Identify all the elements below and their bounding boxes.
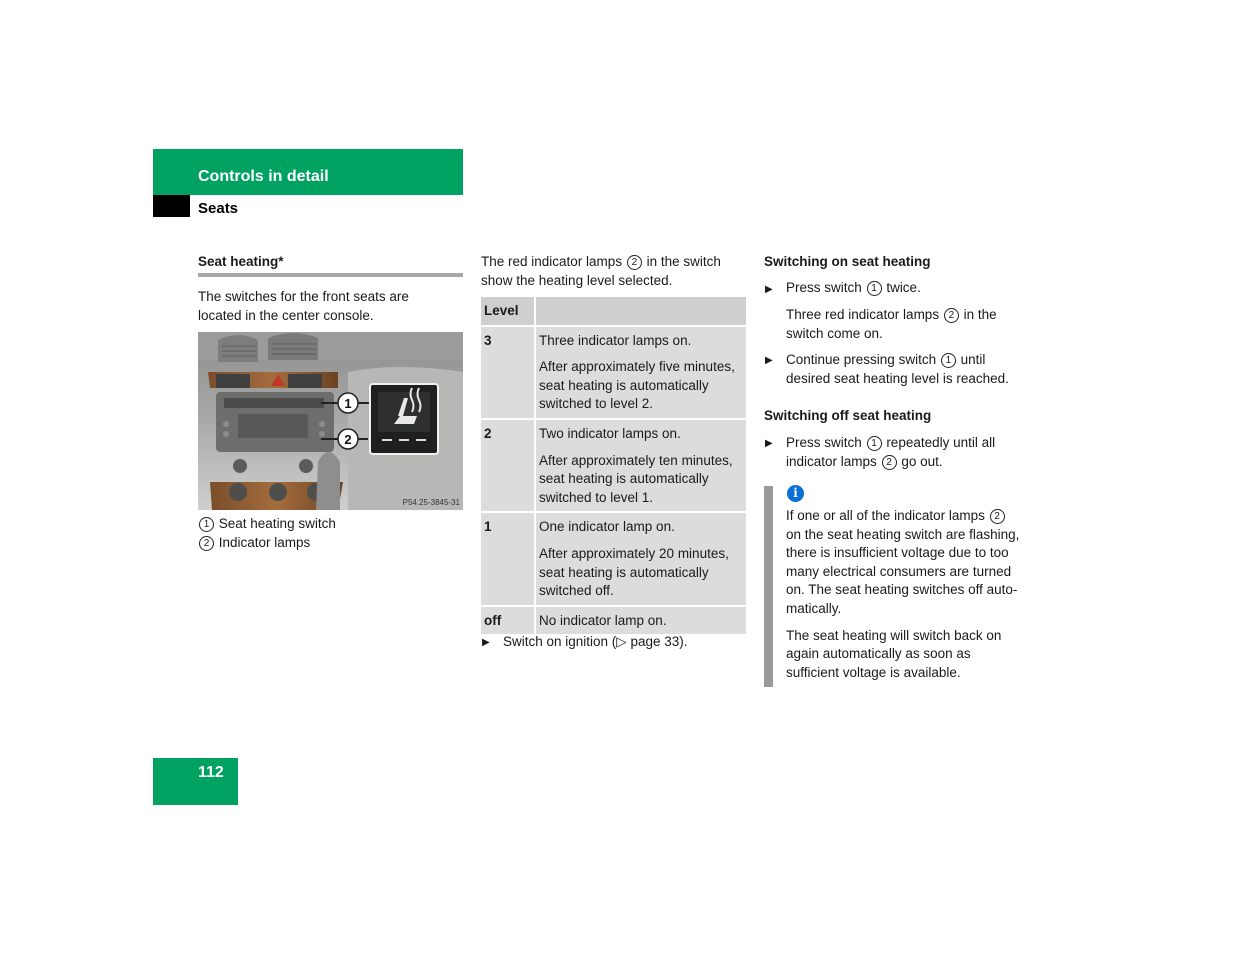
seat-heating-heading: Seat heating*: [198, 254, 284, 269]
info-text: matically.: [786, 600, 842, 616]
callout-2: 2: [344, 432, 352, 447]
switching-on-heading: Switching on seat heating: [764, 254, 931, 269]
on-step-1: [786, 279, 921, 298]
page-number: 112: [198, 764, 224, 781]
level-cell: off: [481, 606, 535, 636]
bullet-arrow-icon: ▶: [765, 355, 773, 366]
callout-marker: 2: [627, 255, 642, 270]
level-cell: 1: [481, 512, 535, 605]
center-console-photo: [198, 332, 463, 510]
step-text: twice.: [886, 280, 921, 295]
callout-marker: 2: [199, 536, 214, 551]
step-text: repeatedly until all: [886, 435, 996, 450]
heating-level-table: [481, 297, 746, 636]
description-line: No indicator lamp on.: [539, 612, 667, 628]
image-legend: [198, 515, 336, 552]
intro-text: show the heating level selected.: [481, 272, 673, 288]
subsection-title: Seats: [198, 200, 239, 217]
level-cell: 3: [481, 326, 535, 419]
section-title: Controls in detail: [198, 168, 329, 185]
legend-item: [198, 515, 336, 534]
step-text: indicator lamps: [786, 453, 877, 469]
image-code: P54.25-3845-31: [402, 498, 460, 507]
page-number-box: [153, 758, 238, 805]
info-text: on. The seat heating switches off auto-: [786, 582, 1018, 598]
description-line: Three indicator lamps on.: [539, 332, 692, 348]
col2-intro: [481, 253, 721, 290]
on-step-2: [786, 351, 1009, 388]
info-text: many electrical consumers are turned: [786, 563, 1012, 579]
table-row: [481, 512, 746, 605]
info-text: If one or all of the indicator lamps: [786, 508, 985, 523]
table-row: [481, 326, 746, 419]
bullet-arrow-icon: ▶: [482, 637, 490, 648]
callout-marker: 2: [882, 455, 897, 470]
step-text: go out.: [901, 453, 943, 469]
description-line: Two indicator lamps on.: [539, 425, 681, 441]
description-line: One indicator lamp on.: [539, 519, 675, 535]
info-text: again automatically as soon as: [786, 646, 971, 662]
description-line: switched off.: [539, 583, 614, 599]
result-text: switch come on.: [786, 325, 883, 341]
info-text: sufficient voltage is available.: [786, 664, 961, 680]
bullet-arrow-icon: ▶: [765, 284, 773, 295]
callout-marker: 1: [941, 353, 956, 368]
on-result: [786, 306, 997, 343]
description-line: switched to level 1.: [539, 489, 654, 505]
step-text: until: [960, 352, 986, 367]
off-step: [786, 434, 995, 471]
legend-item: [198, 534, 336, 553]
description-line: After approximately 20 minutes,: [539, 545, 729, 561]
callout-marker: 2: [990, 509, 1005, 524]
description-cell: [535, 419, 746, 512]
intro-text: in the switch: [646, 254, 721, 269]
result-text: in the: [963, 307, 997, 322]
table-header-row: [481, 297, 746, 326]
description-line: After approximately five minutes,: [539, 359, 735, 375]
description-cell: [535, 326, 746, 419]
bullet-arrow-icon: ▶: [765, 438, 773, 449]
description-cell: [535, 512, 746, 605]
description-paragraph: [539, 545, 743, 601]
step-text: Continue pressing switch: [786, 352, 937, 367]
info-note: [786, 507, 1019, 682]
callout-marker: 1: [867, 436, 882, 451]
description-line: After approximately ten minutes,: [539, 452, 733, 468]
col1-intro-line: located in the center console.: [198, 307, 374, 323]
callout-marker: 1: [199, 517, 214, 532]
info-text: on the seat heating switch are flashing,: [786, 526, 1020, 542]
description-line: switched to level 2.: [539, 396, 654, 412]
step-text: desired seat heating level is reached.: [786, 370, 1009, 386]
switching-off-heading: Switching off seat heating: [764, 408, 932, 423]
info-note-bar: [764, 486, 773, 687]
legend-label: Seat heating switch: [218, 516, 336, 531]
table-row: [481, 606, 746, 636]
col1-intro: [198, 288, 409, 325]
intro-text: The red indicator lamps: [481, 254, 623, 269]
table-header-level: Level: [481, 297, 535, 326]
step-text: Press switch: [786, 280, 862, 295]
description-line: seat heating is automatically: [539, 377, 709, 393]
table-row: [481, 419, 746, 512]
description-line: seat heating is automatically: [539, 471, 709, 487]
description-paragraph: [539, 358, 743, 414]
info-text: The seat heating will switch back on: [786, 627, 1002, 643]
legend-label: Indicator lamps: [218, 534, 311, 550]
step-text: Press switch: [786, 435, 862, 450]
col1-intro-line: The switches for the front seats are: [198, 289, 409, 304]
description-cell: [535, 606, 746, 636]
ignition-step: Switch on ignition (▷ page 33).: [503, 634, 688, 649]
info-icon: i: [787, 485, 804, 502]
callout-marker: 1: [867, 281, 882, 296]
description-line: seat heating is automatically: [539, 564, 709, 580]
callout-1: 1: [344, 396, 352, 411]
info-text: there is insufficient voltage due to too: [786, 545, 1009, 561]
subsection-marker: [153, 195, 190, 217]
heading-rule: [198, 273, 463, 277]
result-text: Three red indicator lamps: [786, 307, 940, 322]
level-cell: 2: [481, 419, 535, 512]
description-paragraph: [539, 452, 743, 508]
callout-marker: 2: [944, 308, 959, 323]
